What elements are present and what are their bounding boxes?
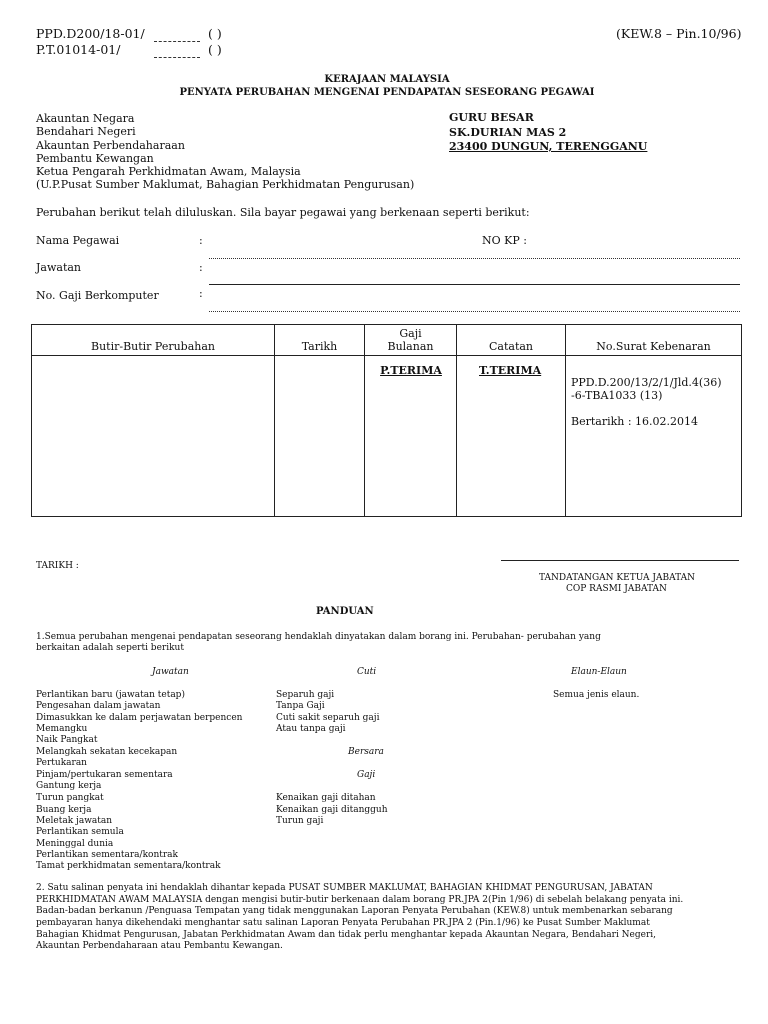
list-item: Naik Pangkat	[36, 735, 98, 745]
guide-para1-line1: 1.Semua perubahan mengenai pendapatan seseorang hendaklah dinyatakan dalam borang ini. Perubahan- perubahan yang	[36, 632, 601, 642]
ref2-paren: ( )	[208, 42, 222, 57]
changes-table	[31, 324, 742, 517]
catatan-value: T.TERIMA	[479, 364, 542, 377]
list-item: Pertukaran	[36, 758, 87, 768]
para2-line: Badan-badan berkanun /Penguasa Tempatan yang tidak menggunakan Laporan Penyata Perubahan (KEW.8) untuk membenarkan sebarang	[36, 906, 673, 916]
sender-title: GURU BESAR	[449, 111, 534, 124]
sender-address: 23400 DUNGUN, TERENGGANU	[449, 140, 648, 153]
elaun-item: Semua jenis elaun.	[553, 690, 640, 700]
list-item: Buang kerja	[36, 805, 92, 815]
col-head-gaji: Gaji	[357, 770, 376, 780]
ref1-paren: ( )	[208, 26, 222, 41]
header-tarikh: Tarikh	[275, 325, 365, 356]
col-head-elaun: Elaun-Elaun	[571, 667, 627, 677]
para2-line: pembayaran hanya dikehendaki menghantar satu salinan Laporan Penyata Perubahan PR.JPA 2 (Pin.1/96) ke Pusat Sumber Maklumat	[36, 918, 650, 928]
list-item: Memangku	[36, 724, 88, 734]
list-item: Tamat perkhidmatan sementara/kontrak	[36, 861, 221, 871]
intro-text: Perubahan berikut telah diluluskan. Sila bayar pegawai yang berkenaan seperti berikut:	[36, 206, 530, 219]
ref1-prefix: PPD.D200/18-01/	[36, 26, 145, 41]
nama-label: Nama Pegawai	[36, 234, 120, 247]
title-government: KERAJAAN MALAYSIA	[324, 74, 450, 85]
list-item: Separuh gaji	[276, 690, 335, 700]
recipient: Ketua Pengarah Perkhidmatan Awam, Malaysia	[36, 165, 301, 178]
table-body-row	[32, 356, 742, 517]
signature-caption: TANDATANGAN KETUA JABATAN	[539, 573, 695, 583]
nokp-label: NO KP :	[482, 234, 527, 247]
para2-line: Bahagian Khidmat Pengurusan, Jabatan Perkhidmatan Awam dan tidak perlu menghantar kepada Akauntan Negara, Bendahari Negeri,	[36, 930, 657, 940]
surat-date: Bertarikh : 16.02.2014	[571, 415, 699, 428]
gaji-label: No. Gaji Berkomputer	[36, 289, 159, 302]
col-head-cuti: Cuti	[357, 667, 377, 677]
reference-number-2	[36, 42, 120, 57]
title-statement: PENYATA PERUBAHAN MENGENAI PENDAPATAN SESEORANG PEGAWAI	[179, 87, 595, 98]
list-item: Dimasukkan ke dalam perjawatan berpencen	[36, 713, 243, 723]
list-item: Melangkah sekatan kecekapan	[36, 747, 178, 757]
list-item: Turun gaji	[276, 816, 324, 826]
form-code: (KEW.8 – Pin.10/96)	[616, 26, 742, 41]
list-item: Atau tanpa gaji	[276, 724, 346, 734]
para2-line: Akauntan Perbendaharaan atau Pembantu Kewangan.	[36, 941, 283, 951]
recipient: (U.P.Pusat Sumber Maklumat, Bahagian Perkhidmatan Pengurusan)	[36, 178, 415, 191]
col-head-jawatan: Jawatan	[152, 667, 189, 677]
recipient: Akauntan Perbendaharaan	[36, 139, 185, 152]
surat-ref-line1: PPD.D.200/13/2/1/Jld.4(36)	[571, 376, 722, 389]
gaji-field-line[interactable]	[209, 311, 740, 312]
list-item: Turun pangkat	[36, 793, 104, 803]
cell-gaji[interactable]	[365, 356, 457, 517]
guide-title: PANDUAN	[316, 606, 374, 617]
header-surat: No.Surat Kebenaran	[566, 325, 742, 356]
jawatan-label: Jawatan	[36, 261, 82, 274]
sender-school: SK.DURIAN MAS 2	[449, 126, 567, 139]
jawatan-field-line[interactable]	[209, 284, 740, 285]
list-item: Perlantikan semula	[36, 827, 124, 837]
header-catatan: Catatan	[457, 325, 566, 356]
cell-butir[interactable]	[32, 356, 275, 517]
jawatan-colon: :	[199, 261, 203, 274]
list-item: Perlantikan sementara/kontrak	[36, 850, 178, 860]
list-item: Kenaikan gaji ditangguh	[276, 805, 388, 815]
cell-catatan[interactable]	[457, 356, 566, 517]
reference-number-1	[36, 26, 145, 41]
list-item: Gantung kerja	[36, 781, 102, 791]
para2-line: 2. Satu salinan penyata ini hendaklah dihantar kepada PUSAT SUMBER MAKLUMAT, BAHAGIAN KHIDMAT PENGURUSAN, JABATAN	[36, 883, 653, 893]
para2-line: PERKHIDMATAN AWAM MALAYSIA dengan mengisi butir-butir berkenaan dalam borang PR.JPA 2(Pin 1/96) di sebelah belakang penyata ini.	[36, 895, 684, 905]
nama-field-line[interactable]	[209, 258, 740, 259]
gaji-value: P.TERIMA	[380, 364, 442, 377]
header-butir: Butir-Butir Perubahan	[32, 325, 275, 356]
cell-tarikh[interactable]	[275, 356, 365, 517]
cell-surat[interactable]	[566, 356, 742, 517]
table-header-row	[32, 325, 742, 356]
signature-line[interactable]	[501, 560, 739, 561]
list-item: Cuti sakit separuh gaji	[276, 713, 380, 723]
gaji-colon: :	[199, 287, 203, 300]
list-item: Pinjam/pertukaran sementara	[36, 770, 173, 780]
nama-colon: :	[199, 234, 203, 247]
ref2-prefix: P.T.01014-01/	[36, 42, 121, 57]
ref1-blank	[154, 41, 200, 42]
list-item: Kenaikan gaji ditahan	[276, 793, 376, 803]
header-gaji-line2: Bulanan	[387, 340, 434, 353]
col-head-bersara: Bersara	[348, 747, 384, 757]
guide-para1-line2: berkaitan adalah seperti berikut	[36, 643, 184, 653]
tarikh-label: TARIKH :	[36, 561, 79, 571]
surat-ref-line2: -6-TBA1033 (13)	[571, 389, 663, 402]
recipient: Bendahari Negeri	[36, 125, 136, 138]
list-item: Pengesahan dalam jawatan	[36, 701, 161, 711]
recipient: Akauntan Negara	[36, 112, 135, 125]
ref2-blank	[154, 57, 200, 58]
header-gaji	[365, 325, 457, 356]
header-gaji-line1: Gaji	[399, 327, 422, 340]
list-item: Meninggal dunia	[36, 839, 114, 849]
recipient: Pembantu Kewangan	[36, 152, 154, 165]
list-item: Meletak jawatan	[36, 816, 113, 826]
list-item: Perlantikan baru (jawatan tetap)	[36, 690, 185, 700]
list-item: Tanpa Gaji	[276, 701, 325, 711]
stamp-caption: COP RASMI JABATAN	[566, 584, 667, 594]
